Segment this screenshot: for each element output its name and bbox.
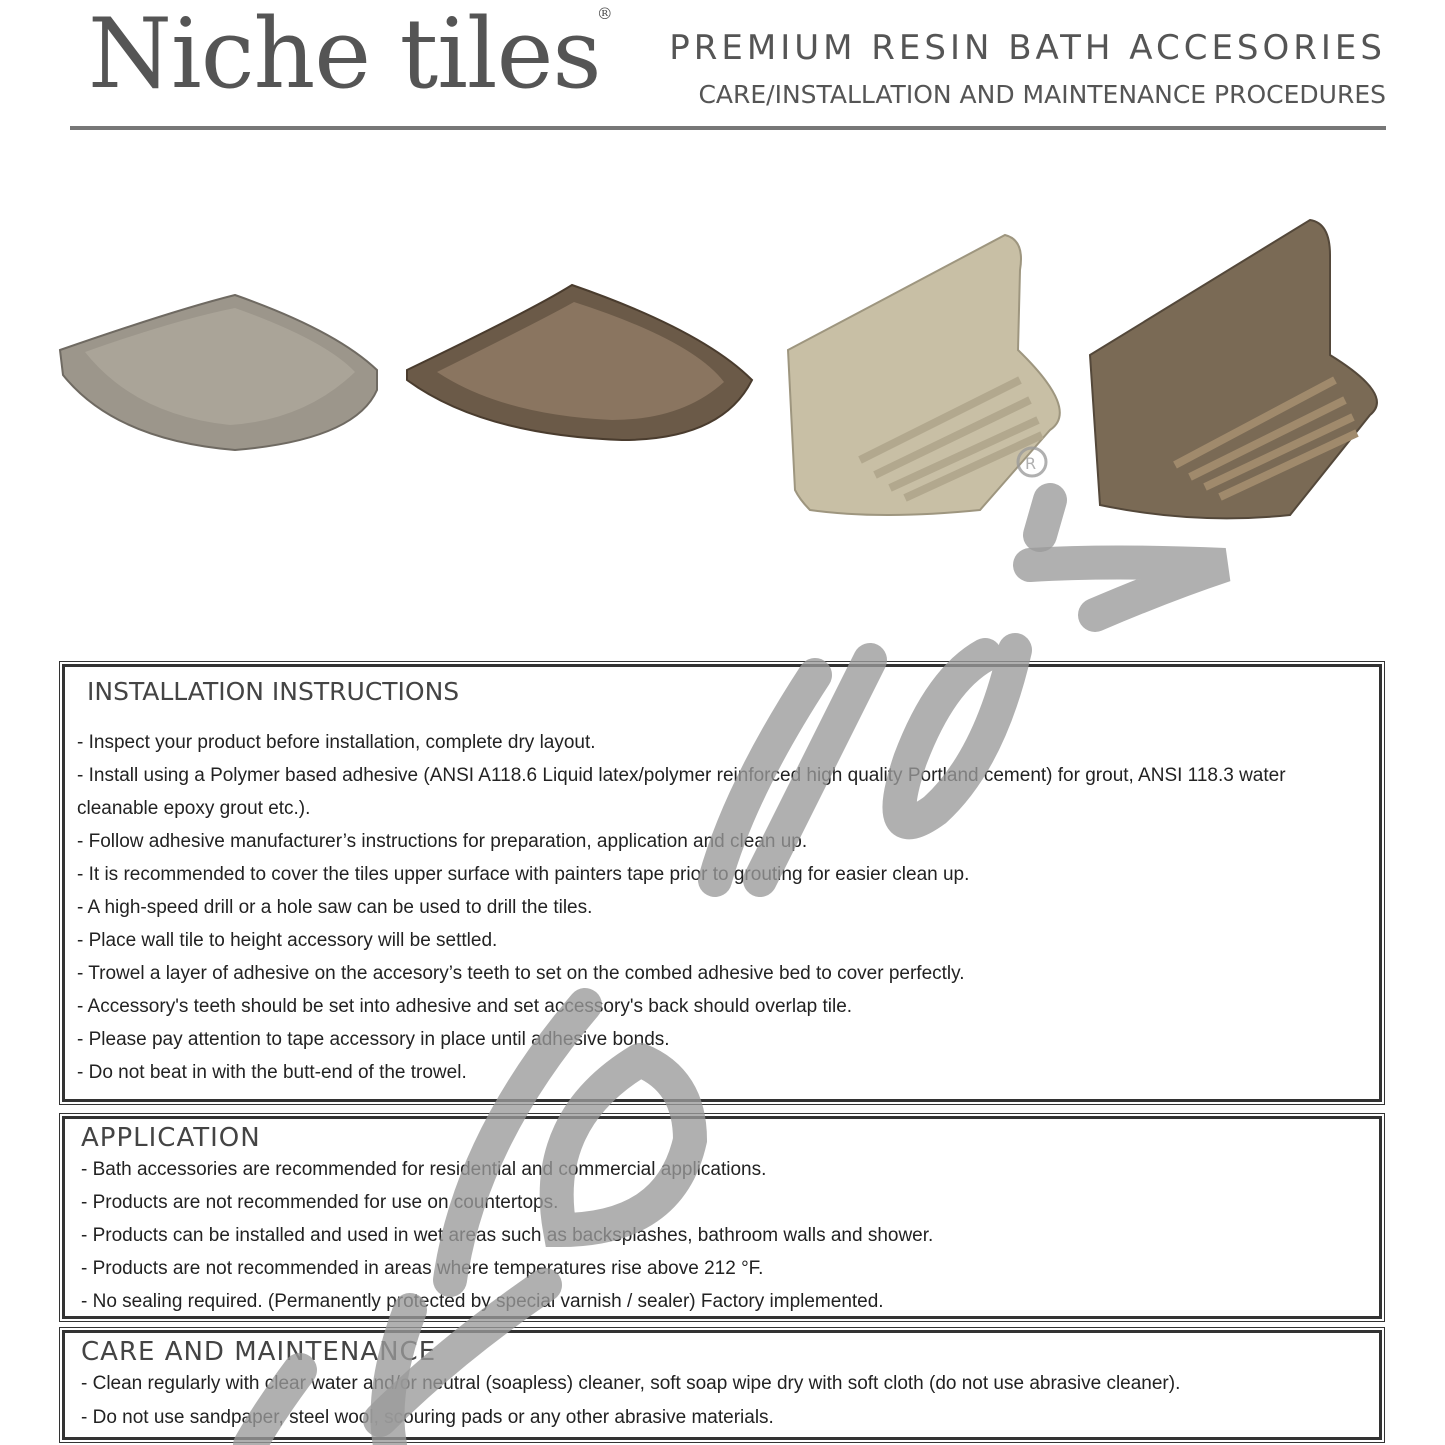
installation-item: - Install using a Polymer based adhesive (ANSI A118.6 Liquid latex/polymer reinforced high quality Portland cement) for grout, ANSI 118.3 water cleanable epoxy grout etc.).: [77, 765, 1286, 819]
product-image-corner-shelf-light: [55, 290, 385, 460]
product-image-corner-shelf-dark: [402, 280, 762, 460]
product-image-soap-dish-dark: [1085, 215, 1385, 525]
installation-heading: INSTALLATION INSTRUCTIONS: [87, 677, 460, 706]
product-images: [0, 200, 1445, 540]
application-item: - Products can be installed and used in wet areas such as backsplashes, bathroom walls and shower.: [81, 1225, 934, 1246]
installation-item: - Trowel a layer of adhesive on the accesory’s teeth to set on the combed adhesive bed to cover perfectly.: [77, 963, 965, 984]
tagline-primary: PREMIUM RESIN BATH ACCESORIES: [669, 28, 1386, 68]
care-maintenance-section: [62, 1330, 1382, 1440]
application-section: [62, 1116, 1382, 1319]
installation-list: [77, 726, 1369, 1089]
application-item: - Products are not recommended for use on countertops.: [81, 1192, 559, 1213]
installation-item: - A high-speed drill or a hole saw can be used to drill the tiles.: [77, 897, 593, 918]
page-header: [70, 0, 1386, 132]
installation-item: - Do not beat in with the butt-end of the trowel.: [77, 1062, 467, 1083]
brand-logo: [88, 0, 612, 110]
brand-logo-text: Niche tiles: [88, 0, 601, 110]
registered-mark: ®: [596, 4, 612, 23]
svg-text:R: R: [1025, 454, 1037, 473]
application-item: - Bath accessories are recommended for residential and commercial applications.: [81, 1159, 767, 1180]
installation-item: - Accessory's teeth should be set into adhesive and set accessory's back should overlap tile.: [77, 996, 853, 1017]
installation-item: - Inspect your product before installation, complete dry layout.: [77, 732, 596, 753]
header-divider: [70, 126, 1386, 130]
application-list: [81, 1153, 1369, 1318]
care-list: [81, 1367, 1369, 1435]
care-item: - Clean regularly with clear water and/or neutral (soapless) cleaner, soft soap wipe dry with soft cloth (do not use abrasive cleaner).: [81, 1373, 1181, 1394]
installation-item: - Place wall tile to height accessory will be settled.: [77, 930, 498, 951]
installation-instructions-section: [62, 664, 1382, 1102]
application-item: - No sealing required. (Permanently protected by special varnish / sealer) Factory implemented.: [81, 1291, 884, 1312]
installation-item: - Follow adhesive manufacturer’s instructions for preparation, application and clean up.: [77, 831, 808, 852]
application-item: - Products are not recommended in areas where temperatures rise above 212 °F.: [81, 1258, 764, 1279]
tagline-secondary: CARE/INSTALLATION AND MAINTENANCE PROCEDURES: [698, 80, 1386, 109]
care-item: - Do not use sandpaper, steel wool, scouring pads or any other abrasive materials.: [81, 1407, 774, 1428]
installation-item: - Please pay attention to tape accessory in place until adhesive bonds.: [77, 1029, 670, 1050]
installation-item: - It is recommended to cover the tiles upper surface with painters tape prior to grouting for easier clean up.: [77, 864, 970, 885]
care-heading: CARE AND MAINTENANCE: [81, 1337, 437, 1367]
product-image-soap-dish-light: [780, 230, 1080, 530]
application-heading: APPLICATION: [81, 1123, 261, 1153]
